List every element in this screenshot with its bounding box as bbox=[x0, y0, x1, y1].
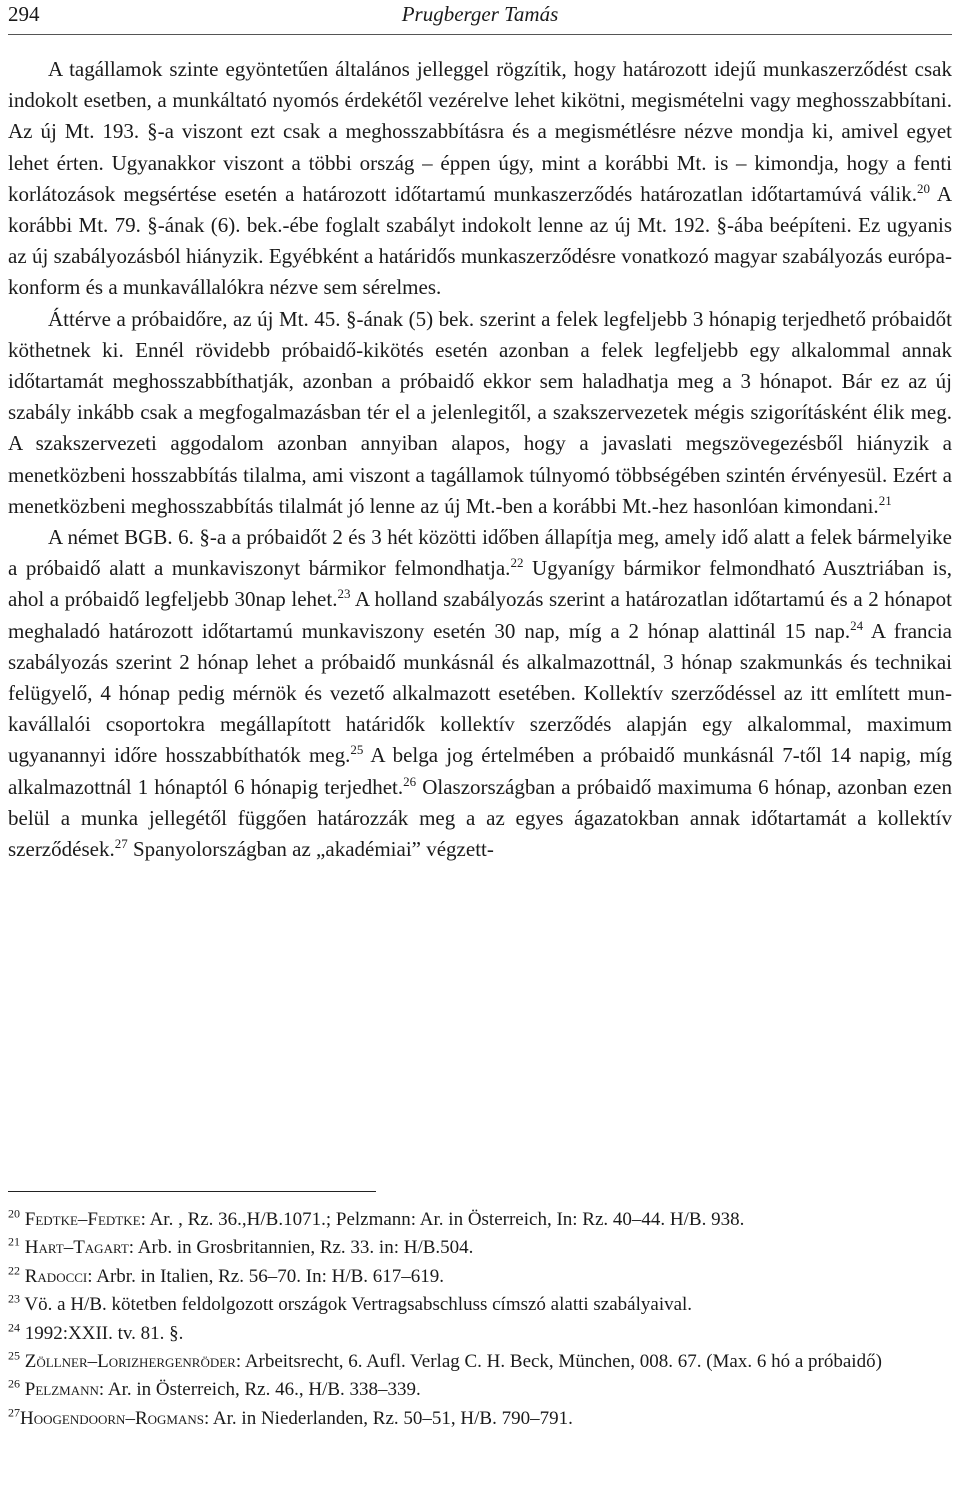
footnote-ref[interactable]: 26 bbox=[403, 773, 417, 789]
paragraph-text: A francia szabályozás szerint 2 hónap lehet a próbaidő munkásnál és alkalmazottnál, 3 hónap szakmunkás és technikai felügyelő, 4 hónap pedig mérnök és vezető alkalmazott esetében. Kollektív szerződéssel az itt említett munkavállalói csoportokra megállapított határidők kollektív szerződés alapján egy alkalommal, maximum ugyanannyi időre hosszabbíthatók meg. bbox=[8, 618, 952, 768]
running-head-author: Prugberger Tamás bbox=[401, 2, 559, 26]
footnote bbox=[8, 1291, 952, 1319]
paragraph bbox=[8, 304, 952, 522]
header-rule bbox=[8, 34, 952, 35]
paragraph-text: A korábbi Mt. 79. §-ának (6). bek.-ébe foglalt szabályt indokolt lenne az új Mt. 192. §-ába beépíteni. Ez ugyanis az új szabályozásból hiányzik. Egyébként a határidős munkaszerződésre vonatkozó magyar szabályozás európa-konform és a munkavállalókra nézve sem sérelmes. bbox=[8, 181, 953, 300]
footnote-text: : Ar. , Rz. 36.,H/B.1071.; Pelzmann: Ar. in Österreich, In: Rz. 40–44. H/B. 938. bbox=[140, 1209, 745, 1230]
footnotes bbox=[8, 1206, 952, 1433]
footnote-authors: Hart–Tagart bbox=[24, 1237, 129, 1259]
footnote-separator bbox=[8, 1191, 376, 1192]
footnote-authors: Radocci bbox=[24, 1265, 88, 1287]
footnote-text: Vö. a H/B. kötetben feldolgozott országok Vertragsabschluss címszó alatti szabályaival. bbox=[24, 1294, 693, 1316]
footnote bbox=[8, 1263, 952, 1291]
footnote bbox=[8, 1320, 952, 1348]
footnote-ref[interactable]: 22 bbox=[510, 555, 524, 571]
footnote-authors: Hoogendoorn–Rogmans bbox=[20, 1407, 204, 1429]
footnote-ref[interactable]: 27 bbox=[114, 836, 128, 852]
footnote-ref[interactable]: 25 bbox=[350, 742, 364, 758]
footnote-text: : Arbeitsrecht, 6. Aufl. Verlag C. H. Beck, München, 008. 67. (Max. 6 hó a próbaidő) bbox=[235, 1351, 882, 1373]
paragraph-text: A holland szabályozás szerint a határozatlan időtartamú és a 2 hónapot meghaladó határozott időtartamú munkaviszony esetén 30 nap, míg a 2 hónap alattinál 15 nap. bbox=[8, 587, 952, 643]
footnote-ref[interactable]: 23 bbox=[337, 586, 351, 602]
footnote-text: : Ar. in Österreich, Rz. 46., H/B. 338–339. bbox=[98, 1379, 421, 1401]
paragraph-text: A belga jog értelmében a próbaidő munkásnál 7-től 14 napig, míg alkalmazottnál 1 hónaptól 6 hónapig terjedhet. bbox=[8, 743, 952, 799]
footnote-number: 26 bbox=[8, 1377, 20, 1392]
footnote-authors: Pelzmann bbox=[24, 1379, 99, 1401]
footnote-text: : Arb. in Grosbritannien, Rz. 33. in: H/B.504. bbox=[128, 1237, 474, 1259]
footnote bbox=[8, 1348, 952, 1376]
footnote-text: : Ar. in Niederlanden, Rz. 50–51, H/B. 790–791. bbox=[203, 1407, 573, 1429]
page-number: 294 bbox=[8, 2, 40, 26]
body-text bbox=[8, 54, 952, 865]
footnote-text: : Arbr. in Italien, Rz. 56–70. In: H/B. 617–619. bbox=[87, 1265, 445, 1287]
footnote-authors: Zöllner–Lorizhergenröder bbox=[24, 1351, 236, 1373]
footnote-text: 1992:XXII. tv. 81. §. bbox=[24, 1322, 184, 1344]
paragraph-text: A tagállamok szinte egyöntetűen általános jelleggel rögzítik, hogy határozott idejű munkaszerződést csak indokolt esetben, a munkáltató nyomós érdekétől vezérelve lehet kikötni, megismételni vagy meghosszabbítani. Az új Mt. 193. §-a viszont ezt csak a meghosszabbításra és a megismétlésre nézve mondja ki, amivel egyet lehet érten. Ugyanakkor viszont a többi ország – éppen úgy, mint a korábbi Mt. is – kimondja, hogy a fenti korlátozások megsértése esetén a határozott időtartamú munkaszerződés határozatlan időtartamúvá válik. bbox=[8, 57, 952, 206]
footnote-ref[interactable]: 21 bbox=[878, 492, 892, 508]
footnote bbox=[8, 1234, 952, 1262]
paragraph-text: Spanyolországban az „akadémiai” végzett- bbox=[127, 837, 494, 862]
paragraph-text: Áttérve a próbaidőre, az új Mt. 45. §-ának (5) bek. szerint a felek legfeljebb 3 hónapig terjedhető próbaidőt köthetnek ki. Ennél rövidebb próbaidő-kikötés esetén azonban a felek legfeljebb egy alkalommal annak időtartamát meghosszabbíthatják, azonban a próbaidő ekkor sem haladhatja meg a 3 hónapot. Bár ez az új szabály inkább csak a megfogalmazásban tér el a jelenlegitől, a szakszervezetek mégis szigorításként élik meg. A szakszervezeti aggodalom azonban annyiban alapos, hogy a javaslati megszövegezésből hiányzik a menetközbeni hosszabbítás tilalma, ami viszont a tagállamok túlnyomó többségében szintén érvényesül. Ezért a menetközbeni meghosszabbítás tilalmát jó lenne az új Mt.-ben a korábbi Mt.-hez hasonlóan kimondani. bbox=[8, 306, 952, 518]
footnote-ref[interactable]: 20 bbox=[916, 180, 930, 196]
footnote-number: 22 bbox=[8, 1263, 20, 1278]
paragraph-text: Olaszországban a próbaidő maximuma 6 hónap, azonban ezen belül a munka jellegétől függően határozzák meg a az egyes ágazatokban annak időtartamát a kollektív szerződések. bbox=[8, 774, 953, 862]
footnote bbox=[8, 1376, 952, 1404]
paragraph-text: A német BGB. 6. §-a a próbaidőt 2 és 3 hét közötti időben állapítja meg, amely idő alatt a felek bármelyike a próbaidő alatt a munkaviszonyt bármikor felmondhatja. bbox=[8, 525, 952, 581]
footnote-number: 24 bbox=[8, 1320, 20, 1335]
paragraph bbox=[8, 522, 952, 865]
footnote-authors: Fedtke–Fedtke bbox=[24, 1209, 141, 1230]
paragraph-text: Ugyanígy bármikor felmondható Ausztriában is, ahol a próbaidő legfeljebb 30nap lehet. bbox=[8, 556, 952, 612]
footnote-number: 25 bbox=[8, 1348, 20, 1363]
footnote-ref[interactable]: 24 bbox=[850, 617, 864, 633]
footnote bbox=[8, 1206, 952, 1234]
footnote-number: 27 bbox=[8, 1405, 20, 1420]
footnote-number: 20 bbox=[8, 1206, 20, 1221]
page-header bbox=[8, 0, 952, 28]
footnote bbox=[8, 1405, 952, 1433]
footnote-number: 21 bbox=[8, 1235, 20, 1250]
paragraph bbox=[8, 54, 952, 304]
footnote-number: 23 bbox=[8, 1291, 20, 1306]
